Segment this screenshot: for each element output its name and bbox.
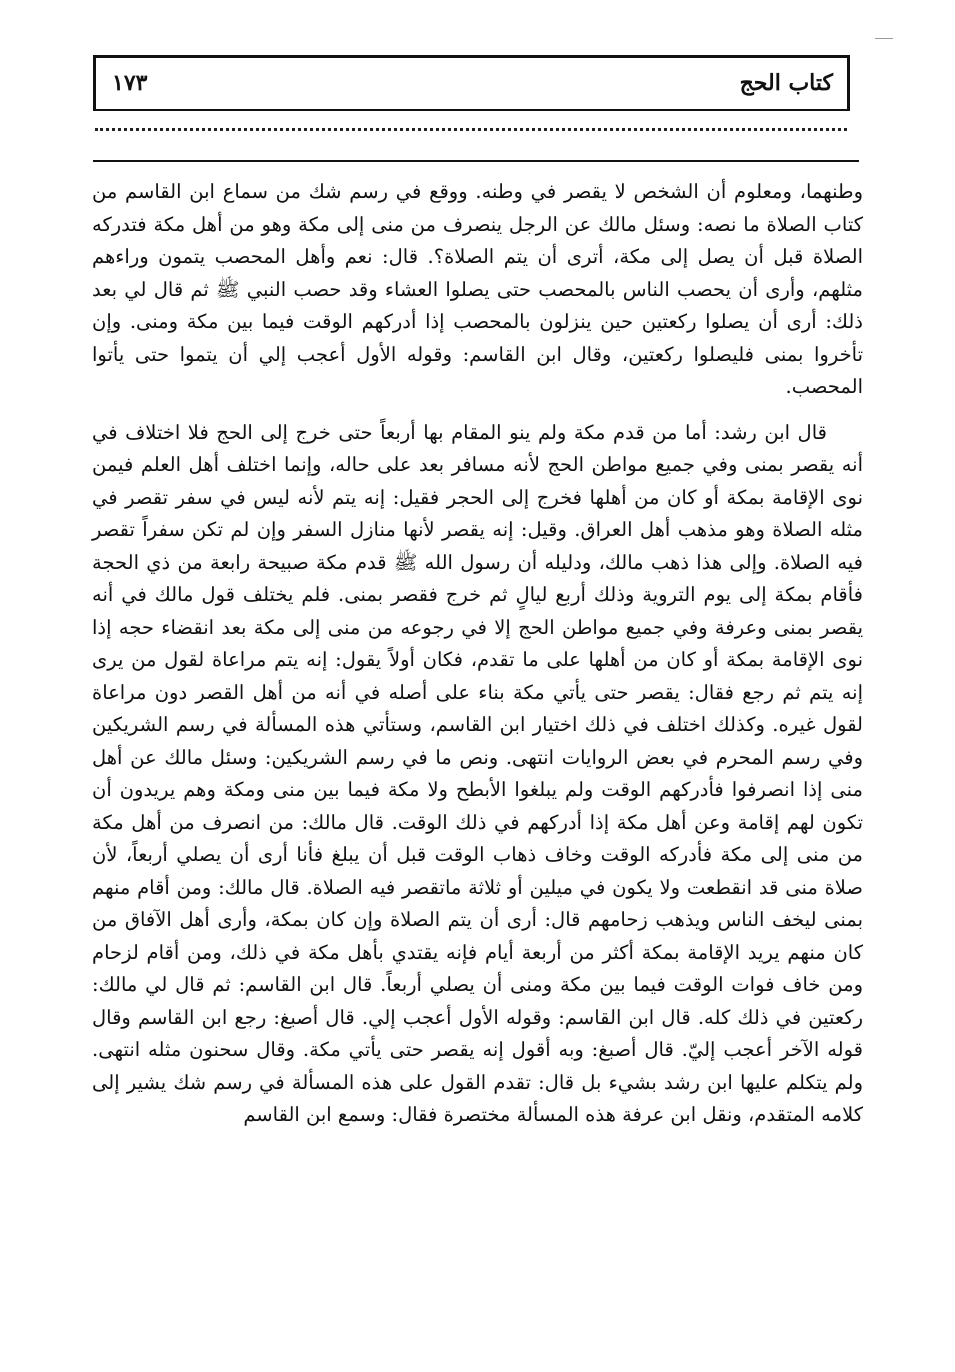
corner-mark [875, 38, 893, 39]
paragraph-1: وطنهما، ومعلوم أن الشخص لا يقصر في وطنه. ووقع في رسم شك من سماع ابن القاسم من كتاب الصلاة ما نصه: وسئل مالك عن الرجل ينصرف من منى إلى مكة وهو من أهل مكة فتدركه الصلاة قبل أن يصل إلى مكة، أترى أن يتم الصلاة؟. قال: نعم وأهل المحصب يتمون وراءهم مثلهم، وأرى أن يحصب الناس بالمحصب حتى يصلوا العشاء وقد حصب النبي ﷺ ثم قال لي بعد ذلك: أرى أن يصلوا ركعتين حين ينزلون بالمحصب إذا أدركهم الوقت فيما بين مكة ومنى. وإن تأخروا بمنى فليصلوا ركعتين، وقال ابن القاسم: وقوله الأول أعجب إلي أن يتموا حتى يأتوا المحصب. [92, 180, 863, 398]
dotted-separator [95, 128, 847, 131]
paragraph-2: قال ابن رشد: أما من قدم مكة ولم ينو المقام بها أربعاً حتى خرج إلى الحج فلا اختلاف في أنه يقصر بمنى وفي جميع مواطن الحج لأنه مسافر بعد على حاله، وإنما اختلف أهل العلم فيمن نوى الإقامة بمكة أو كان من أهلها فخرج إلى الحجر فقيل: إنه يتم لأنه ليس في سفر تقصر في مثله الصلاة وهو مذهب أهل العراق. وقيل: إنه يقصر لأنها منازل السفر وإن لم تكن سفراً تقصر فيه الصلاة. وإلى هذا ذهب مالك، ودليله أن رسول الله ﷺ قدم مكة صبيحة رابعة من ذي الحجة فأقام بمكة إلى يوم التروية وذلك أربع ليالٍ ثم خرج فقصر بمنى. فلم يختلف قول مالك في أنه يقصر بمنى وعرفة وفي جميع مواطن الحج إلا في رجوعه من منى إلى مكة بعد انقضاء حجه إذا نوى الإقامة بمكة أو كان من أهلها على ما تقدم، فكان أولاً يقول: إنه يتم مراعاة لقول من يرى إنه يتم ثم رجع فقال: يقصر حتى يأتي مكة بناء على أصله في أنه من أهل القصر دون مراعاة لقول غيره. وكذلك اختلف في ذلك اختيار ابن القاسم، وستأتي هذه المسألة في رسم الشريكين وفي رسم المحرم في بعض الروايات انتهى. ونص ما في رسم الشريكين: وسئل مالك عن أهل منى إذا انصرفوا فأدركهم الوقت ولم يبلغوا الأبطح ولا مكة فيما بين منى ومكة وهم يريدون أن تكون لهم إقامة وعن أهل مكة إذا أدركهم في ذلك الوقت. قال مالك: من انصرف من أهل مكة من منى إلى مكة فأدركه الوقت وخاف ذهاب الوقت قبل أن يبلغ فأنا أرى أن يصلي أربعاً، لأن صلاة منى قد انقطعت ولا يكون في ميلين أو ثلاثة ماتقصر فيه الصلاة. قال مالك: ومن أقام منهم بمنى ليخف الناس ويذهب زحامهم قال: أرى أن يتم الصلاة وإن كان بمكة، وأرى أهل الآفاق من كان منهم يريد الإقامة بمكة أكثر من أربعة أيام فإنه يقتدي بأهل مكة في ذلك، ومن أقام لزحام ومن خاف فوات الوقت فيما بين مكة ومنى أن يصلي أربعاً. قال ابن القاسم: ثم قال لي مالك: ركعتين في ذلك كله. قال ابن القاسم: وقوله الأول أعجب إلي. قال أصبغ: رجع ابن القاسم وقال قوله الآخر أعجب إليّ. قال أصبغ: وبه أقول إنه يقصر حتى يأتي مكة. وقال سحنون مثله انتهى. ولم يتكلم عليها ابن رشد بشيء بل قال: تقدم القول على هذه المسألة في رسم شك يشير إلى كلامه المتقدم، ونقل ابن عرفة هذه المسألة مختصرة فقال: وسمع ابن القاسم [92, 420, 863, 1126]
horizontal-rule [93, 160, 859, 162]
body-text [92, 176, 863, 1132]
book-title: كتاب الحج [739, 70, 833, 96]
page-number: ١٧٣ [112, 70, 148, 96]
running-header [93, 55, 850, 111]
